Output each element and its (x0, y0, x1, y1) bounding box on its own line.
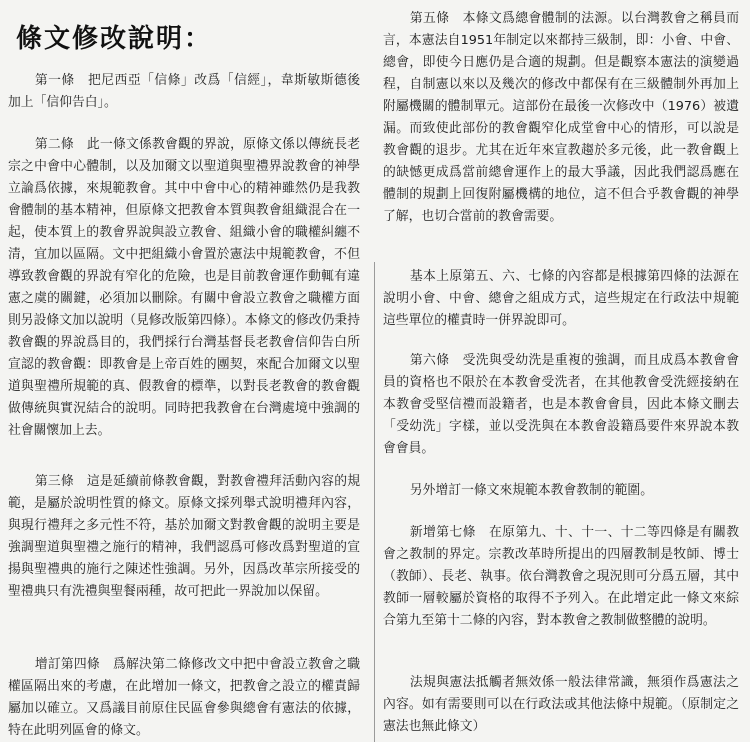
article-3-note: 第三條 這是延續前條教會觀，對教會禮拜活動內容的規範，是屬於說明性質的條文。原條文採列舉式說明禮拜內容，與現行禮拜之多元性不符，基於加爾文對教會觀的說明主要是強調聖道與聖禮之施行的精神，我們認爲可修改爲對聖道的宣揚與聖禮典的施行之陳述性強調。另外，因爲改革宗所接受的聖禮典只有洗禮與聖餐兩種，故可把此一界說加以保留。 (8, 474, 360, 599)
article-2-note: 第二條 此一條文係教會觀的界說，原條文係以傳統長老宗之中會中心體制，以及加爾文以聖道與聖禮界說教會的神學立論爲依據，來規範教會。其中中會中心的精神雖然仍是我教會體制的基本精神，但原條文把教會本質與教會組織混合在一起，使本質上的教會界說與設立教會、組織小會的職權糾纏不清，宜加以區隔。文中把組織小會置於憲法中規範教會，不但導致教會觀的界說有窄化的危險，也是目前教會運作動輒有違憲之虞的關鍵，必須加以刪除。有關中會設立教會之職權方面則另設條文加以說明（見修改版第四條）。本條文的修改仍秉持教會觀的界說爲目的，我們採行台灣基督長老教會信仰告白所宣認的教會觀：即教會是上帝百姓的團契，來配合加爾文以聖道與聖禮所規範的真、假教會的標準，以對長老教會的教會觀做傳統與實況結合的說明。同時把我教會在台灣處境中強調的社會關懷加上去。 (8, 137, 360, 438)
section-title: 條文修改說明： (16, 24, 213, 54)
law-conflict-note: 法規與憲法抵觸者無效係一般法律常識，無須作爲憲法之內容。如有需要則可以在行政法或其他法條中規範。（原制定之憲法也無此條文） (383, 675, 739, 734)
article-5-note: 第五條 本條文爲總會體制的法源。以台灣教會之稱員而言，本憲法自1951年制定以來都持三級制，即：小會、中會、總會，即使今日應仍是合適的規劃。但是觀察本憲法的演變過程，自制憲以來以及幾次的修改中都保有在三級體制外再加上附屬機關的體制單元。這部份在最後一次修改中（1976）被遺漏。而致使此部份的教會觀窄化成堂會中心的情形，可以說是教會觀的退步。尤其在近年來宣教趨於多元後，此一教會觀上的缺憾更成爲當前總會運作上的最大爭議，因此我們認爲應在體制的規劃上回復附屬機構的地位，這不但合乎教會觀的神學了解，也切合當前的教會需要。 (383, 11, 739, 224)
articles-5-7-note: 基本上原第五、六、七條的內容都是根據第四條的法源在說明小會、中會、總會之組成方式，這些規定在行政法中規範這些單位的權責時一併界說即可。 (383, 269, 739, 328)
additional-article-note: 另外增訂一條文來規範本教會教制的範圍。 (409, 483, 654, 498)
new-article-7-note: 新增第七條 在原第九、十、十一、十二等四條是有關教會之教制的界定。宗教改革時所提出的四層教制是牧師、博士（教師）、長老、執事。依台灣教會之現況則可分爲五層，其中教師一層較屬於資格的取得不予列入。在此增定此一條文來綜合第九至第十二條的內容，對本教會之教制做整體的說明。 (383, 525, 739, 628)
article-1-note: 第一條 把尼西亞「信條」改爲「信經」，韋斯敏斯德後加上「信仰告白」。 (8, 73, 360, 110)
article-4-note: 增訂第四條 爲解決第二條修改文中把中會設立教會之職權區隔出來的考慮，在此增加一條文，把教會之設立的權責歸屬加以確立。又爲議目前原住民區會參與總會有憲法的依據，特在此明列區會的條文。 (8, 657, 360, 738)
column-divider (374, 262, 375, 742)
article-6-note: 第六條 受洗與受幼洗是重複的強調，而且成爲本教會會員的資格也不限於在本教會受洗者，在其他教會受洗經接納在本教會受堅信禮而設籍者，也是本教會會員，因此本條文刪去「受幼洗」字樣，並以受洗與在本教會設籍爲要件來界說本教會會員。 (383, 353, 739, 456)
